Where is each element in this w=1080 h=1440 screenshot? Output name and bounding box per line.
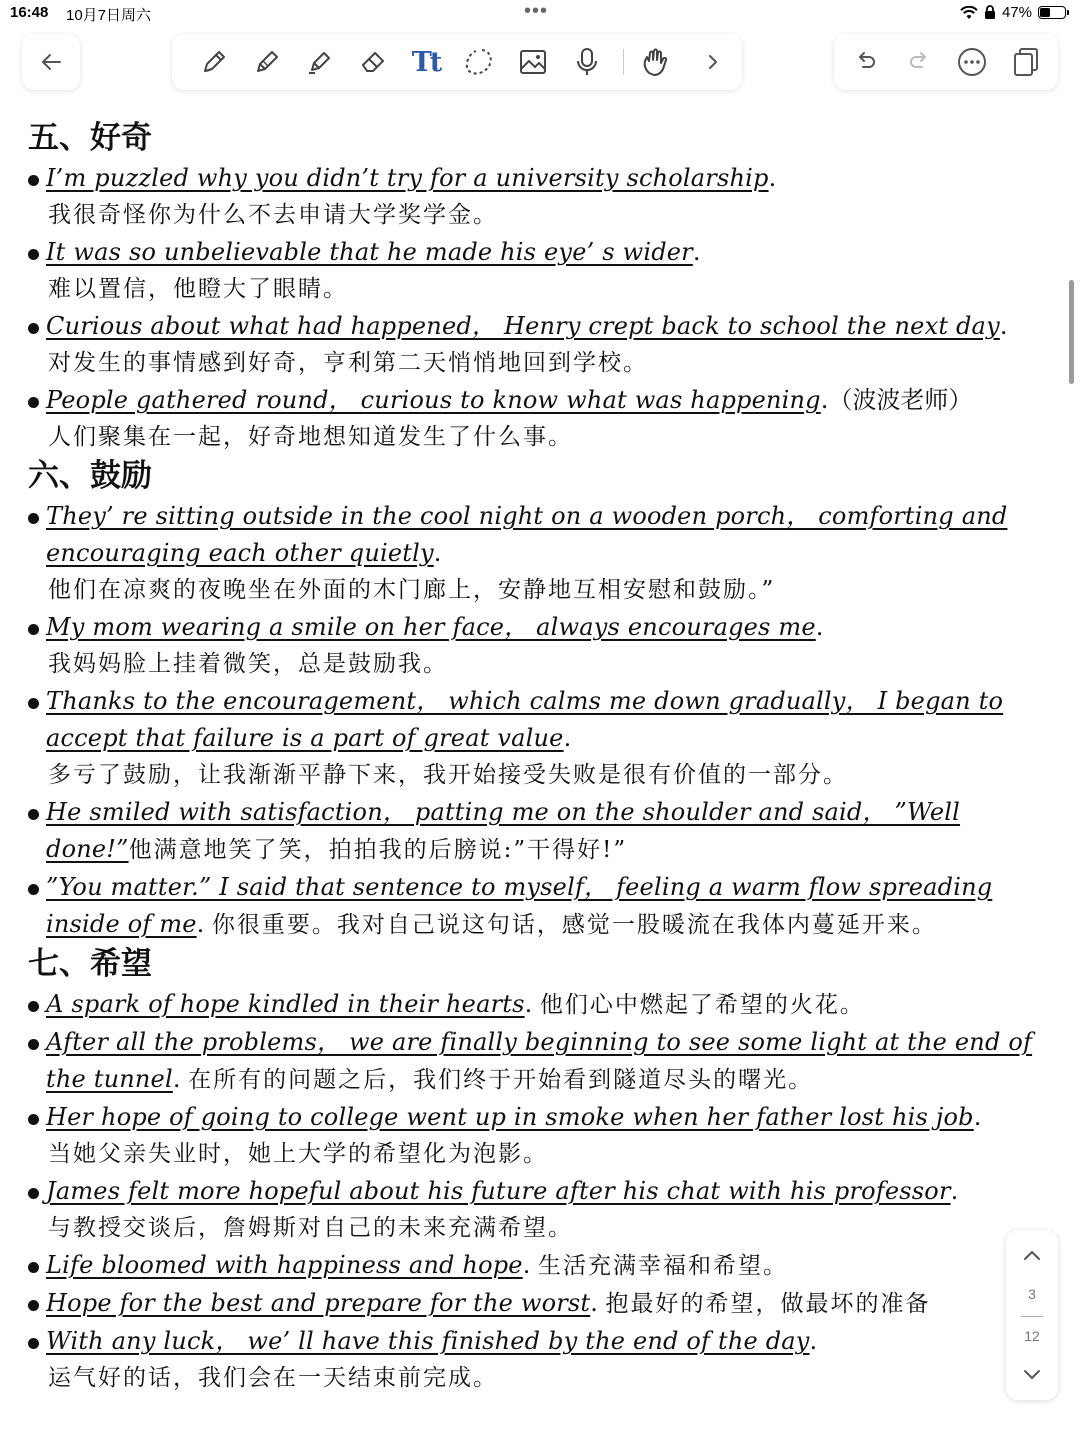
english-sentence: After all the problems， we are finally beginning to see some light at the end of the tunnel (46, 1028, 1033, 1093)
chinese-translation: 当她父亲失业时，她上大学的希望化为泡影。 (48, 1141, 548, 1167)
chevron-right-icon (702, 51, 724, 73)
battery-icon (1038, 6, 1066, 19)
note-entry (28, 609, 1038, 683)
arrow-left-icon (38, 49, 64, 75)
bullet-icon (28, 397, 39, 408)
chinese-translation: 我很奇怪你为什么不去申请大学奖学金。 (48, 202, 498, 228)
redo-icon (906, 49, 932, 75)
page-up-icon[interactable] (1020, 1244, 1044, 1268)
pen-tool-button[interactable] (194, 42, 234, 82)
back-button-container (22, 34, 80, 90)
sentence-tail: . (809, 1327, 818, 1355)
text-tool-icon: Tt (411, 46, 441, 78)
hand-draw-button[interactable] (636, 42, 676, 82)
page-divider (1021, 1316, 1043, 1317)
english-sentence: ”You matter.” I said that sentence to myself， feeling a warm flow spreading inside of me (46, 873, 993, 938)
note-entry (28, 1247, 1038, 1285)
note-page[interactable] (28, 118, 1038, 1397)
sentence-tail: . (524, 990, 540, 1018)
chinese-translation: 他满意地笑了笑，拍拍我的后膀说:”干得好!” (128, 837, 628, 863)
chinese-translation: 在所有的问题之后，我们终于开始看到隧道尽头的曙光。 (188, 1067, 814, 1093)
lasso-tool-button[interactable] (459, 42, 499, 82)
chinese-translation: 生活充满幸福和希望。 (537, 1253, 788, 1279)
highlighter-tool-button[interactable] (300, 42, 340, 82)
english-sentence: James felt more hopeful about his future after his chat with his professor (46, 1177, 951, 1205)
section-heading: 七、希望 (28, 946, 152, 982)
sentence-tail: . (692, 238, 701, 266)
pages-button[interactable] (1006, 42, 1046, 82)
note-entry (28, 498, 1038, 609)
note-entry (28, 160, 1038, 234)
note-entry (28, 869, 1038, 944)
page-down-icon[interactable] (1020, 1362, 1044, 1386)
bullet-icon (28, 698, 39, 709)
chinese-translation: 我妈妈脸上挂着微笑，总是鼓励我。 (48, 651, 448, 677)
sentence-tail: . (172, 1065, 189, 1093)
bullet-icon (28, 249, 39, 260)
chinese-translation: 运气好的话，我们会在一天结束前完成。 (48, 1365, 498, 1391)
hand-draw-icon (639, 45, 673, 79)
toolbar-divider (623, 49, 624, 75)
note-entry (28, 794, 1038, 869)
pages-icon (1011, 46, 1041, 78)
note-entry (28, 234, 1038, 308)
undo-icon (853, 49, 879, 75)
more-tools-button[interactable] (693, 42, 733, 82)
tool-palette (172, 34, 742, 90)
sentence-tail: . (196, 910, 212, 938)
bullet-icon (28, 1114, 39, 1125)
orientation-lock-icon (984, 5, 996, 20)
sentence-tail: . (522, 1251, 538, 1279)
english-sentence: They’ re sitting outside in the cool night on a wooden porch， comforting and encouraging each other quietly (46, 502, 1008, 567)
note-entry (28, 382, 1038, 456)
bullet-icon (28, 323, 39, 334)
redo-button[interactable] (899, 42, 939, 82)
multitask-dots[interactable]: ••• (524, 0, 549, 22)
chinese-translation: 与教授交谈后，詹姆斯对自己的未来充满希望。 (48, 1215, 573, 1241)
back-button[interactable] (31, 42, 71, 82)
english-sentence: I’m puzzled why you didn’t try for a university scholarship (46, 164, 769, 192)
eraser-tool-button[interactable] (353, 42, 393, 82)
note-entry (28, 1099, 1038, 1173)
eraser-icon (357, 46, 389, 78)
english-sentence: He smiled with satisfaction， patting me on the shoulder and said， ”Well done!” (46, 798, 961, 863)
status-bar (0, 0, 1080, 28)
text-tool-button[interactable] (406, 42, 446, 82)
pen-icon (198, 46, 230, 78)
highlighter-icon (304, 46, 336, 78)
note-entry (28, 1323, 1038, 1397)
right-toolbar (834, 34, 1058, 90)
image-tool-button[interactable] (513, 42, 553, 82)
note-entry (28, 683, 1038, 794)
bullet-icon (28, 884, 39, 895)
english-sentence: People gathered round， curious to know what was happening (46, 386, 821, 414)
bullet-icon (28, 1001, 39, 1012)
pencil-icon (251, 46, 283, 78)
sentence-tail: . (950, 1177, 959, 1205)
bullet-icon (28, 1300, 39, 1311)
wifi-icon (960, 6, 978, 20)
battery-percent: 47% (1001, 4, 1032, 21)
more-options-button[interactable] (952, 42, 992, 82)
english-sentence: Thanks to the encouragement， which calms me down gradually， I began to accept that failure is a part of great value (46, 687, 1004, 752)
english-sentence: It was so unbelievable that he made his eye’ s wider (46, 238, 693, 266)
microphone-button[interactable] (567, 42, 607, 82)
scrollbar[interactable] (1069, 280, 1074, 384)
english-sentence: Her hope of going to college went up in smoke when her father lost his job (46, 1103, 974, 1131)
total-pages: 12 (1024, 1328, 1040, 1344)
lasso-icon (462, 45, 496, 79)
image-icon (517, 46, 549, 78)
sentence-tail: . (999, 312, 1008, 340)
bullet-icon (28, 809, 39, 820)
section-heading: 五、好奇 (28, 120, 152, 156)
chinese-translation: 难以置信，他瞪大了眼睛。 (48, 276, 348, 302)
chinese-translation: 他们心中燃起了希望的火花。 (539, 992, 865, 1018)
chinese-translation: 他们在凉爽的夜晚坐在外面的木门廊上，安静地互相安慰和鼓励。” (48, 577, 776, 603)
english-sentence: My mom wearing a smile on her face， always encourages me (46, 613, 816, 641)
bullet-icon (28, 624, 39, 635)
english-sentence: With any luck， we’ ll have this finished by the end of the day (46, 1327, 810, 1355)
chinese-translation: 抱最好的希望，做最坏的准备 (605, 1291, 931, 1317)
note-entry (28, 986, 1038, 1024)
chinese-translation: 多亏了鼓励，让我渐渐平静下来，我开始接受失败是很有价值的一部分。 (48, 762, 848, 788)
more-icon (956, 46, 988, 78)
section-heading: 六、鼓励 (28, 458, 152, 494)
sentence-tail: . (768, 164, 777, 192)
chinese-translation: 你很重要。我对自己说这句话，感觉一股暖流在我体内蔓延开来。 (211, 912, 937, 938)
note-entry (28, 1285, 1038, 1323)
english-sentence: A spark of hope kindled in their hearts (46, 990, 525, 1018)
sentence-tail: . (815, 613, 824, 641)
status-right (960, 4, 1066, 21)
english-sentence: Hope for the best and prepare for the worst (46, 1289, 591, 1317)
page-navigator (1006, 1230, 1058, 1400)
bullet-icon (28, 1338, 39, 1349)
chinese-translation: 对发生的事情感到好奇，亨利第二天悄悄地回到学校。 (48, 350, 648, 376)
status-time: 16:48 (10, 4, 49, 21)
note-entry (28, 1173, 1038, 1247)
sentence-tail: . (590, 1289, 606, 1317)
bullet-icon (28, 1039, 39, 1050)
note-entry (28, 308, 1038, 382)
sentence-tail: . (433, 539, 442, 567)
sentence-tail: .（波波老师） (820, 386, 973, 414)
chinese-translation: 人们聚集在一起，好奇地想知道发生了什么事。 (48, 424, 573, 450)
pencil-tool-button[interactable] (247, 42, 287, 82)
note-entry (28, 1024, 1038, 1099)
bullet-icon (28, 1188, 39, 1199)
bullet-icon (28, 1262, 39, 1273)
english-sentence: Curious about what had happened， Henry crept back to school the next day (46, 312, 1000, 340)
bullet-icon (28, 175, 39, 186)
sentence-tail: . (973, 1103, 982, 1131)
english-sentence: Life bloomed with happiness and hope (46, 1251, 523, 1279)
status-date: 10月7日周六 (66, 7, 152, 24)
current-page: 3 (1028, 1286, 1036, 1302)
undo-button[interactable] (846, 42, 886, 82)
microphone-icon (571, 46, 603, 78)
bullet-icon (28, 513, 39, 524)
sentence-tail: . (563, 724, 572, 752)
